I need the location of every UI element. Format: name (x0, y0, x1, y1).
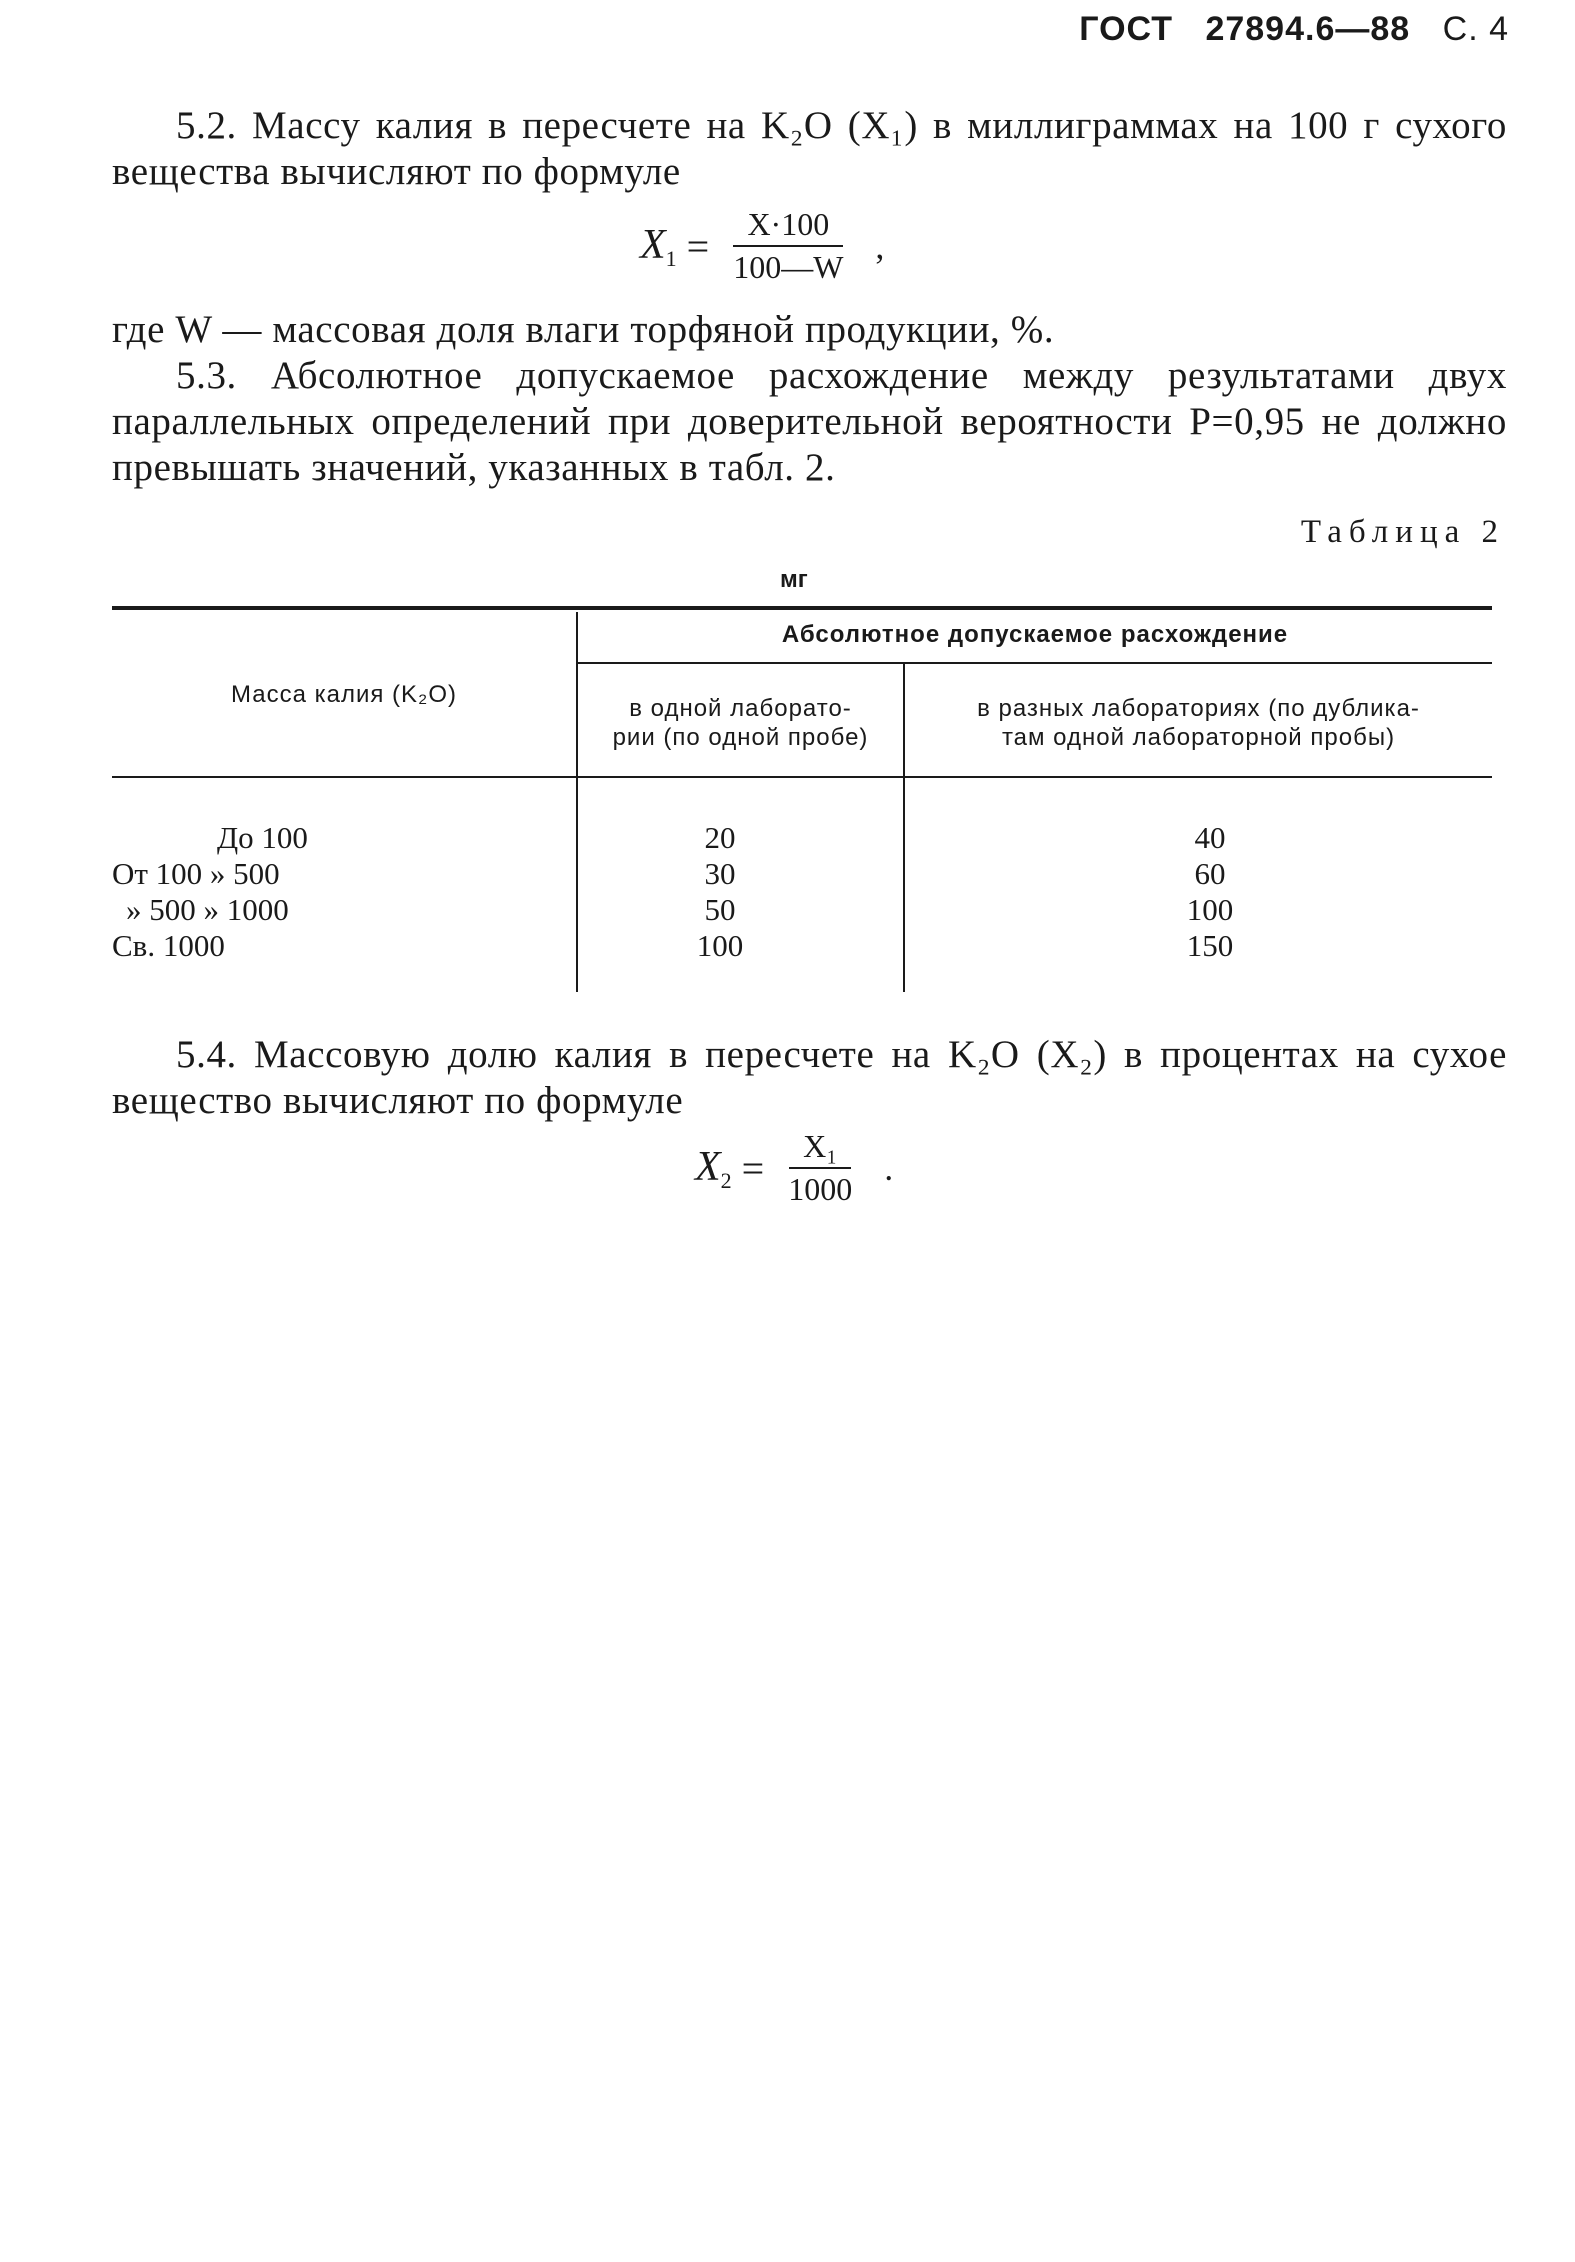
formula-x2-denominator: 1000 (788, 1171, 853, 1207)
table-row-3-mass: » 500 » 1000 (126, 892, 289, 927)
formula-x1-numerator: X·100 (733, 206, 843, 247)
table-vertical-rule-1 (576, 612, 578, 992)
section-5-2-text: 5.2. Массу калия в пересчете на K₂O (X₁) в миллиграммах на 100 г сухого вещества вычисляют по формуле (112, 104, 1507, 193)
formula-x2-lhs: $X_2$ (695, 1143, 732, 1193)
formula-x1-trailing-mark: , (875, 226, 885, 266)
formula-x1-equals: = (686, 223, 710, 269)
header-standard-number: 27894.6—88 (1205, 10, 1411, 48)
page-header (1079, 10, 1509, 49)
table-caption: Таблица 2 (1300, 514, 1505, 550)
formula-x2-fraction (774, 1128, 866, 1208)
header-gost: ГОСТ (1079, 10, 1173, 48)
table-row-3-diff-labs: 100 (1186, 892, 1234, 927)
table-row-2-diff-labs: 60 (1194, 856, 1226, 891)
table-group-rule (578, 662, 1492, 664)
table-row-4-diff-labs: 150 (1186, 928, 1234, 963)
table-top-rule (112, 606, 1492, 610)
table-row-3-same-lab: 50 (704, 892, 736, 927)
header-page-number: С. 4 (1442, 10, 1509, 48)
table-row-1-diff-labs: 40 (1194, 820, 1226, 855)
section-5-3-text: 5.3. Абсолютное допускаемое расхождение между результатами двух параллельных определений при доверительной вероятности P=0,95 не должно превышать значений, указанных в табл. 2. (112, 354, 1507, 489)
table-header-same-lab-line2: рии (по одной пробе) (612, 724, 869, 751)
section-5-4-text: 5.4. Массовую долю калия в пересчете на K₂O (X₂) в процентах на сухое вещество вычисляют по формуле (112, 1033, 1507, 1122)
table-row-1-mass: До 100 (217, 820, 308, 855)
table-row-4-mass: Св. 1000 (112, 928, 225, 963)
table-row-4-same-lab: 100 (696, 928, 744, 963)
section-5-2-where-clause: где W — массовая доля влаги торфяной продукции, %. (112, 308, 1055, 351)
table-header-group: Абсолютное допускаемое расхождение (781, 621, 1289, 648)
table-header-diff-labs-line2: там одной лабораторной пробы) (1001, 724, 1396, 751)
formula-x2-equals: = (741, 1145, 765, 1191)
table-header-same-lab (578, 694, 903, 752)
table-header-same-lab-line1: в одной лаборато- (629, 695, 852, 722)
formula-x1-fraction (719, 206, 857, 286)
formula-x1-denominator: 100—W (733, 249, 844, 285)
formula-x2-numerator: X₁ (789, 1128, 851, 1169)
table-unit: мг (780, 566, 808, 593)
table-row-2-mass: От 100 » 500 (112, 856, 280, 891)
table-header-mass: Масса калия (K₂O) (230, 681, 458, 708)
formula-x1 (640, 206, 884, 286)
formula-x2-trailing-mark: . (884, 1148, 894, 1188)
table-header-diff-labs (905, 694, 1492, 752)
table-header-diff-labs-line1: в разных лабораториях (по дублика- (977, 695, 1420, 722)
formula-x1-lhs: $X_1$ (640, 221, 677, 271)
table-row-1-same-lab: 20 (704, 820, 736, 855)
table-row-2-same-lab: 30 (704, 856, 736, 891)
table-header-bottom-rule (112, 776, 1492, 778)
formula-x2 (695, 1128, 893, 1208)
